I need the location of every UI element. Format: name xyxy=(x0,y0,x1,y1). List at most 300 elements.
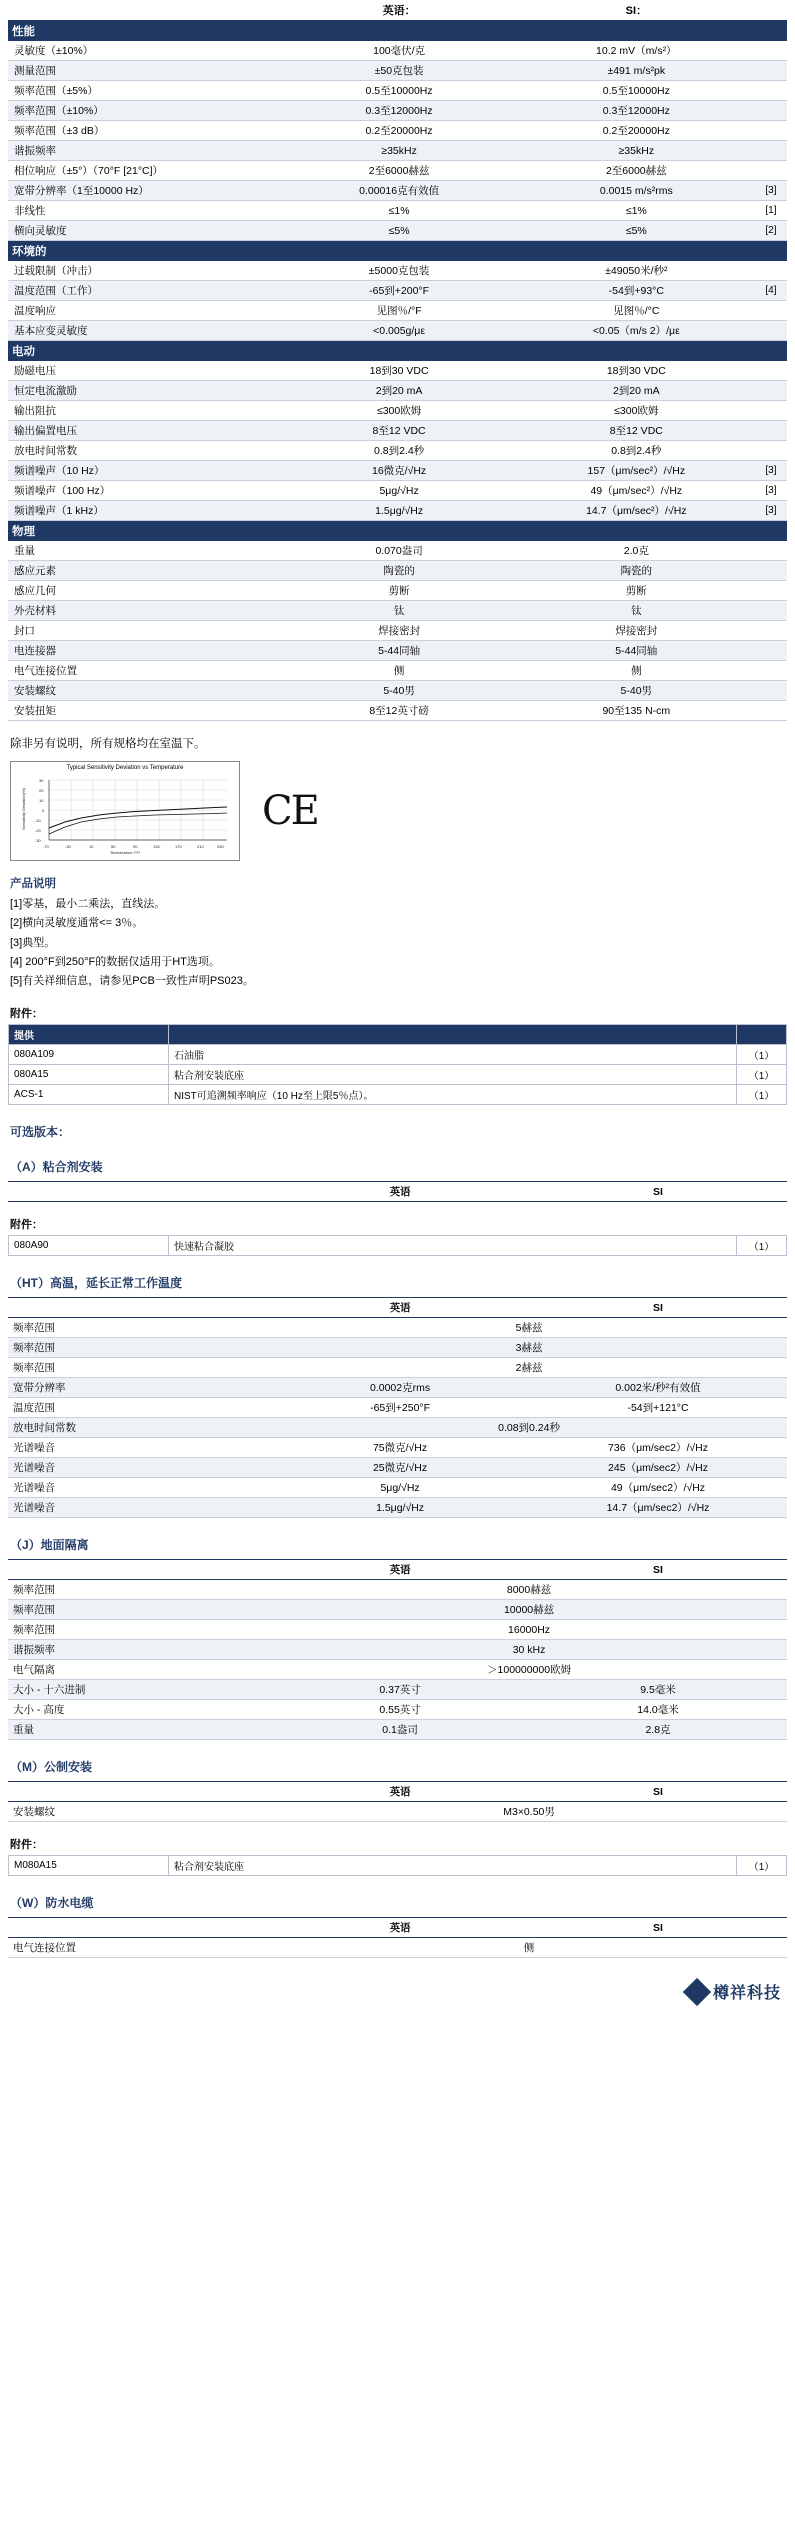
spec-row-note xyxy=(755,581,787,601)
accessory-description: 石油脂 xyxy=(169,1045,737,1065)
option-title: （J）地面隔离 xyxy=(10,1538,89,1553)
option-row-label: 电气隔离 xyxy=(8,1660,271,1680)
ce-mark: CE xyxy=(262,788,318,834)
product-notes-list xyxy=(10,895,787,991)
spec-row-value-english: 5-40男 xyxy=(280,681,517,701)
svg-text:-30: -30 xyxy=(35,838,41,843)
option-row-value-english: 0.37英寸 xyxy=(271,1680,529,1700)
spec-row-value-si: 10.2 mV（m/s²） xyxy=(518,41,755,61)
spec-row-value-english: 0.5至10000Hz xyxy=(280,81,517,101)
spec-header-row xyxy=(8,0,787,21)
spec-row-value-english: 陶瓷的 xyxy=(280,561,517,581)
option-spec-row xyxy=(8,1358,787,1378)
option-header-cell-0 xyxy=(8,1560,271,1580)
product-note-item: [3]典型。 xyxy=(10,936,56,949)
spec-row-label: 非线性 xyxy=(8,201,280,221)
spec-section-header xyxy=(8,521,787,542)
option-row-value-si: 9.5毫米 xyxy=(529,1680,787,1700)
accessories-header-desc xyxy=(169,1025,737,1045)
option-row-value-english: 75微克/√Hz xyxy=(271,1438,529,1458)
option-accessory-description: 快速粘合凝胶 xyxy=(169,1236,737,1256)
spec-row-value-si: 0.5至10000Hz xyxy=(518,81,755,101)
option-row-label: 放电时间常数 xyxy=(8,1418,271,1438)
spec-row xyxy=(8,621,787,641)
spec-row-label: 外壳材料 xyxy=(8,601,280,621)
spec-row-value-english: ±50克包装 xyxy=(280,61,517,81)
spec-row-note xyxy=(755,561,787,581)
option-spec-row xyxy=(8,1418,787,1438)
spec-row-label: 温度响应 xyxy=(8,301,280,321)
option-spec-row xyxy=(8,1620,787,1640)
option-row-label: 宽带分辨率 xyxy=(8,1378,271,1398)
spec-row-label: 频率范围（±10%） xyxy=(8,101,280,121)
spec-row xyxy=(8,81,787,101)
svg-text:90: 90 xyxy=(133,844,138,849)
spec-row-note xyxy=(755,541,787,561)
option-spec-row xyxy=(8,1498,787,1518)
spec-row-label: 封口 xyxy=(8,621,280,641)
option-header-cell-2: SI xyxy=(529,1560,787,1580)
option-row-label: 安装螺纹 xyxy=(8,1802,271,1822)
option-spec-row xyxy=(8,1458,787,1478)
spec-row-value-english: 1.5μg/√Hz xyxy=(280,501,517,521)
spec-row-note: [3] xyxy=(755,461,787,481)
option-row-value-si: -54到+121°C xyxy=(529,1398,787,1418)
spec-row xyxy=(8,121,787,141)
spec-row-note xyxy=(755,441,787,461)
spec-row-note xyxy=(755,421,787,441)
accessories-header-row xyxy=(9,1025,787,1045)
option-row-value: 8000赫兹 xyxy=(271,1580,787,1600)
option-header-cell-0 xyxy=(8,1182,271,1202)
option-row-value-si: 14.0毫米 xyxy=(529,1700,787,1720)
option-spec-row xyxy=(8,1478,787,1498)
option-spec-row xyxy=(8,1378,787,1398)
spec-row xyxy=(8,361,787,381)
spec-row xyxy=(8,101,787,121)
spec-row-note xyxy=(755,81,787,101)
spec-row-value-english: ≤1% xyxy=(280,201,517,221)
spec-row-label: 横向灵敏度 xyxy=(8,221,280,241)
option-header-cell-2: SI xyxy=(529,1918,787,1938)
spec-row-value-si: 2到20 mA xyxy=(518,381,755,401)
spec-row-note xyxy=(755,401,787,421)
spec-row-note xyxy=(755,381,787,401)
option-title: （HT）高温，延长正常工作温度 xyxy=(10,1276,182,1291)
spec-row-value-si: 5-44同轴 xyxy=(518,641,755,661)
option-spec-row xyxy=(8,1600,787,1620)
spec-row-value-english: 钛 xyxy=(280,601,517,621)
spec-row xyxy=(8,581,787,601)
svg-text:-30: -30 xyxy=(65,844,71,849)
option-accessory-row xyxy=(9,1236,787,1256)
option-header-cell-1: 英语 xyxy=(271,1298,529,1318)
option-accessory-code: 080A90 xyxy=(9,1236,169,1256)
option-row-label: 电气连接位置 xyxy=(8,1938,271,1958)
option-accessory-code: M080A15 xyxy=(9,1856,169,1876)
spec-row-label: 电连接器 xyxy=(8,641,280,661)
spec-row-value-english: 0.2至20000Hz xyxy=(280,121,517,141)
logo-text: 樽祥科技 xyxy=(712,1985,781,2003)
product-note-item: [2]横向灵敏度通常<= 3％。 xyxy=(10,917,144,930)
option-row-value: ＞100000000欧姆 xyxy=(271,1660,787,1680)
spec-row-value-si: 157（μm/sec²）/√Hz xyxy=(518,461,755,481)
spec-row-value-si: 5-40男 xyxy=(518,681,755,701)
spec-row-label: 电气连接位置 xyxy=(8,661,280,681)
option-row-label: 重量 xyxy=(8,1720,271,1740)
spec-row-note xyxy=(755,661,787,681)
spec-row-label: 输出阻抗 xyxy=(8,401,280,421)
spec-row-value-si: 8至12 VDC xyxy=(518,421,755,441)
spec-row-note: [4] xyxy=(755,281,787,301)
option-spec-row xyxy=(8,1680,787,1700)
spec-row-label: 感应几何 xyxy=(8,581,280,601)
spec-section-title: 性能 xyxy=(8,21,787,42)
option-row-label: 光谱噪音 xyxy=(8,1498,271,1518)
spec-row-note: [2] xyxy=(755,221,787,241)
option-accessory-quantity: （1） xyxy=(737,1236,787,1256)
spec-row-value-english: ≤300欧姆 xyxy=(280,401,517,421)
option-row-label: 温度范围 xyxy=(8,1398,271,1418)
svg-text:10: 10 xyxy=(39,798,44,803)
logo-icon xyxy=(683,1978,711,2006)
option-row-value-si: 0.002米/秒²有效值 xyxy=(529,1378,787,1398)
option-header-cell-0 xyxy=(8,1298,271,1318)
option-row-label: 频率范围 xyxy=(8,1318,271,1338)
accessory-code: ACS-1 xyxy=(9,1085,169,1105)
option-row-value: 30 kHz xyxy=(271,1640,787,1660)
option-accessories-title: 附件： xyxy=(10,1839,43,1852)
spec-row-value-english: -65到+200°F xyxy=(280,281,517,301)
spec-row-note xyxy=(755,621,787,641)
spec-row-note: [3] xyxy=(755,481,787,501)
product-notes-title: 产品说明 xyxy=(10,878,56,890)
spec-row xyxy=(8,261,787,281)
product-note-item: [4] 200°F到250°F的数据仅适用于HT选项。 xyxy=(10,955,220,968)
option-header-row xyxy=(8,1560,787,1580)
option-spec-table xyxy=(8,1917,787,1958)
spec-row-value-english: 剪断 xyxy=(280,581,517,601)
option-row-value: 0.08到0.24秒 xyxy=(271,1418,787,1438)
spec-row xyxy=(8,441,787,461)
option-title: （A）粘合剂安装 xyxy=(10,1160,103,1175)
spec-row-label: 温度范围（工作） xyxy=(8,281,280,301)
spec-row-value-english: 2至6000赫兹 xyxy=(280,161,517,181)
svg-text:-10: -10 xyxy=(35,818,41,823)
product-note-item: [5]有关祥细信息，请参见PCB一致性声明PS023。 xyxy=(10,975,254,987)
spec-row-value-si: 见图％/°C xyxy=(518,301,755,321)
spec-row xyxy=(8,421,787,441)
chart-svg xyxy=(15,772,235,854)
spec-row-label: 测量范围 xyxy=(8,61,280,81)
option-row-label: 光谱噪音 xyxy=(8,1478,271,1498)
spec-row-note xyxy=(755,641,787,661)
option-row-value-si: 14.7（μm/sec2）/√Hz xyxy=(529,1498,787,1518)
option-row-label: 光谱噪音 xyxy=(8,1438,271,1458)
option-header-row xyxy=(8,1298,787,1318)
spec-row-label: 重量 xyxy=(8,541,280,561)
spec-row-label: 感应元素 xyxy=(8,561,280,581)
option-header-row xyxy=(8,1182,787,1202)
option-header-cell-1: 英语 xyxy=(271,1918,529,1938)
option-spec-row xyxy=(8,1318,787,1338)
option-row-value-english: -65到+250°F xyxy=(271,1398,529,1418)
spec-row-label: 宽带分辨率（1至10000 Hz） xyxy=(8,181,280,201)
optional-versions-container xyxy=(8,1158,787,1958)
spec-row-note xyxy=(755,361,787,381)
spec-row-note: [3] xyxy=(755,181,787,201)
spec-row-value-english: 见图％/°F xyxy=(280,301,517,321)
chart-title: Typical Sensitivity Deviation vs Temperature xyxy=(66,765,184,771)
option-spec-table xyxy=(8,1781,787,1822)
spec-row-note xyxy=(755,701,787,721)
spec-row-label: 安装扭矩 xyxy=(8,701,280,721)
spec-row-value-english: 0.070盎司 xyxy=(280,541,517,561)
option-row-value: 16000Hz xyxy=(271,1620,787,1640)
svg-text:130: 130 xyxy=(153,844,160,849)
spec-row-value-english: 18到30 VDC xyxy=(280,361,517,381)
option-row-value-english: 5μg/√Hz xyxy=(271,1478,529,1498)
spec-section-title: 环境的 xyxy=(8,241,787,262)
option-spec-row xyxy=(8,1720,787,1740)
chart-area xyxy=(10,761,787,861)
spec-row-value-si: 侧 xyxy=(518,661,755,681)
spec-row xyxy=(8,161,787,181)
spec-row-value-si: 剪断 xyxy=(518,581,755,601)
option-row-value: M3×0.50男 xyxy=(271,1802,787,1822)
accessory-quantity: （1） xyxy=(737,1045,787,1065)
option-row-value-english: 0.55英寸 xyxy=(271,1700,529,1720)
option-header-cell-2: SI xyxy=(529,1782,787,1802)
spec-row-value-english: ±5000克包装 xyxy=(280,261,517,281)
spec-row-value-si: 陶瓷的 xyxy=(518,561,755,581)
spec-row-value-english: ≤5% xyxy=(280,221,517,241)
option-row-label: 频率范围 xyxy=(8,1600,271,1620)
spec-row-note xyxy=(755,161,787,181)
accessory-code: 080A15 xyxy=(9,1065,169,1085)
spec-row-value-si: 0.8到2.4秒 xyxy=(518,441,755,461)
spec-row-value-si: 0.0015 m/s²rms xyxy=(518,181,755,201)
spec-row-value-si: 18到30 VDC xyxy=(518,361,755,381)
accessory-row xyxy=(9,1065,787,1085)
spec-row-note xyxy=(755,261,787,281)
spec-row-label: 频谱噪声（10 Hz） xyxy=(8,461,280,481)
spec-row-value-english: 5μg/√Hz xyxy=(280,481,517,501)
spec-row xyxy=(8,201,787,221)
option-spec-table xyxy=(8,1559,787,1740)
spec-section-title: 电动 xyxy=(8,341,787,362)
spec-row xyxy=(8,541,787,561)
spec-row-note xyxy=(755,681,787,701)
option-header-cell-0 xyxy=(8,1782,271,1802)
option-row-value: 2赫兹 xyxy=(271,1358,787,1378)
option-header-cell-1: 英语 xyxy=(271,1182,529,1202)
spec-row-label: 恒定电流激励 xyxy=(8,381,280,401)
option-header-cell-2: SI xyxy=(529,1182,787,1202)
spec-row-value-si: 14.7（μm/sec²）/√Hz xyxy=(518,501,755,521)
spec-row xyxy=(8,501,787,521)
option-header-cell-2: SI xyxy=(529,1298,787,1318)
svg-text:10: 10 xyxy=(89,844,94,849)
spec-row xyxy=(8,661,787,681)
accessory-code: 080A109 xyxy=(9,1045,169,1065)
option-header-row xyxy=(8,1782,787,1802)
spec-row-value-si: 2.0克 xyxy=(518,541,755,561)
product-note-item: [1]零基，最小二乘法，直线法。 xyxy=(10,898,166,910)
spec-row-value-si: ≤1% xyxy=(518,201,755,221)
spec-row-value-si: 0.3至12000Hz xyxy=(518,101,755,121)
svg-text:170: 170 xyxy=(175,844,182,849)
svg-text:0: 0 xyxy=(42,808,45,813)
option-accessories-table xyxy=(8,1235,787,1256)
spec-row-value-english: 0.00016克有效值 xyxy=(280,181,517,201)
footer xyxy=(8,1980,781,2003)
accessories-header-label: 提供 xyxy=(9,1025,169,1045)
spec-row-value-english: 16微克/√Hz xyxy=(280,461,517,481)
spec-row xyxy=(8,141,787,161)
option-spec-row xyxy=(8,1700,787,1720)
option-row-value-english: 25微克/√Hz xyxy=(271,1458,529,1478)
spec-row-value-si: ±49050米/秒² xyxy=(518,261,755,281)
spec-row-value-si: 0.2至20000Hz xyxy=(518,121,755,141)
spec-row-label: 频率范围（±5%） xyxy=(8,81,280,101)
option-accessories-table xyxy=(8,1855,787,1876)
option-spec-row xyxy=(8,1938,787,1958)
option-row-label: 光谱噪音 xyxy=(8,1458,271,1478)
svg-text:-20: -20 xyxy=(35,828,41,833)
room-temp-note: 除非另有说明，所有规格均在室温下。 xyxy=(10,738,206,750)
spec-row-label: 频率范围（±3 dB） xyxy=(8,121,280,141)
option-spec-row xyxy=(8,1802,787,1822)
svg-text:-70: -70 xyxy=(43,844,49,849)
spec-row-value-si: ≤300欧姆 xyxy=(518,401,755,421)
spec-row xyxy=(8,461,787,481)
spec-row-value-si: -54到+93°C xyxy=(518,281,755,301)
spec-row-note xyxy=(755,61,787,81)
spec-row-label: 放电时间常数 xyxy=(8,441,280,461)
option-row-label: 大小 - 十六进制 xyxy=(8,1680,271,1700)
spec-row-label: 过载限制（冲击） xyxy=(8,261,280,281)
spec-row-label: 安装螺纹 xyxy=(8,681,280,701)
spec-row xyxy=(8,61,787,81)
accessories-table xyxy=(8,1024,787,1105)
spec-row-note xyxy=(755,141,787,161)
spec-row-label: 灵敏度（±10%） xyxy=(8,41,280,61)
spec-row-value-si: 90至135 N-cm xyxy=(518,701,755,721)
spec-row xyxy=(8,381,787,401)
option-row-label: 频率范围 xyxy=(8,1338,271,1358)
option-header-cell-1: 英语 xyxy=(271,1782,529,1802)
spec-row-value-si: ±491 m/s²pk xyxy=(518,61,755,81)
svg-text:Temperature (°F): Temperature (°F) xyxy=(110,850,141,854)
option-accessories-title: 附件： xyxy=(10,1219,43,1232)
spec-row-value-si: <0.05（m/s 2）/με xyxy=(518,321,755,341)
svg-text:250: 250 xyxy=(217,844,224,849)
sensitivity-vs-temperature-chart xyxy=(10,761,240,861)
accessory-description: NIST可追溯频率响应（10 Hz至上限5％点）。 xyxy=(169,1085,737,1105)
main-spec-table xyxy=(8,0,787,721)
option-row-value-si: 736（μm/sec2）/√Hz xyxy=(529,1438,787,1458)
option-title: （M）公制安装 xyxy=(10,1760,92,1775)
spec-row-note xyxy=(755,101,787,121)
option-row-value-si: 49（μm/sec2）/√Hz xyxy=(529,1478,787,1498)
spec-row xyxy=(8,181,787,201)
spec-row xyxy=(8,701,787,721)
spec-row-value-si: 2至6000赫兹 xyxy=(518,161,755,181)
accessories-header-qty xyxy=(737,1025,787,1045)
spec-row-value-si: ≤5% xyxy=(518,221,755,241)
spec-row-label: 谐振频率 xyxy=(8,141,280,161)
spec-row-note xyxy=(755,321,787,341)
option-row-value-english: 1.5μg/√Hz xyxy=(271,1498,529,1518)
spec-row xyxy=(8,41,787,61)
spec-row-label: 频谱噪声（1 kHz） xyxy=(8,501,280,521)
option-header-cell-1: 英语 xyxy=(271,1560,529,1580)
svg-text:Sensitivity Deviation(%): Sensitivity Deviation(%) xyxy=(21,787,26,830)
option-header-cell-0 xyxy=(8,1918,271,1938)
spec-row-note xyxy=(755,121,787,141)
option-spec-row xyxy=(8,1398,787,1418)
spec-row-value-english: 100毫伏/克 xyxy=(280,41,517,61)
optional-versions-title: 可选版本： xyxy=(10,1125,71,1140)
spec-header-cell-0 xyxy=(8,0,280,21)
spec-header-cell-3 xyxy=(755,0,787,21)
option-row-label: 频率范围 xyxy=(8,1358,271,1378)
spec-row-note: [3] xyxy=(755,501,787,521)
spec-section-header xyxy=(8,21,787,42)
spec-row-value-english: 0.8到2.4秒 xyxy=(280,441,517,461)
spec-row-value-si: ≥35kHz xyxy=(518,141,755,161)
spec-row-value-english: 8至12 VDC xyxy=(280,421,517,441)
spec-row-note xyxy=(755,41,787,61)
spec-row-value-english: 焊接密封 xyxy=(280,621,517,641)
option-row-value-si: 2.8克 xyxy=(529,1720,787,1740)
svg-text:20: 20 xyxy=(39,788,44,793)
option-spec-table xyxy=(8,1181,787,1202)
option-spec-row xyxy=(8,1580,787,1600)
spec-row xyxy=(8,681,787,701)
option-accessory-description: 粘合剂安装底座 xyxy=(169,1856,737,1876)
spec-row xyxy=(8,561,787,581)
spec-section-header xyxy=(8,241,787,262)
spec-row xyxy=(8,601,787,621)
spec-row-value-english: <0.005g/με xyxy=(280,321,517,341)
spec-row xyxy=(8,301,787,321)
spec-row xyxy=(8,641,787,661)
spec-row-value-english: ≥35kHz xyxy=(280,141,517,161)
option-header-row xyxy=(8,1918,787,1938)
option-row-value: 10000赫兹 xyxy=(271,1600,787,1620)
svg-text:30: 30 xyxy=(39,778,44,783)
option-title: （W）防水电缆 xyxy=(10,1896,94,1911)
option-spec-row xyxy=(8,1640,787,1660)
option-accessory-row xyxy=(9,1856,787,1876)
accessory-row xyxy=(9,1085,787,1105)
spec-row xyxy=(8,401,787,421)
spec-header-cell-2: SI： xyxy=(518,0,755,21)
accessory-row xyxy=(9,1045,787,1065)
spec-row-value-english: 0.3至12000Hz xyxy=(280,101,517,121)
option-row-label: 频率范围 xyxy=(8,1620,271,1640)
option-row-value-english: 0.0002克rms xyxy=(271,1378,529,1398)
option-row-label: 谐振频率 xyxy=(8,1640,271,1660)
spec-row-value-si: 钛 xyxy=(518,601,755,621)
option-spec-row xyxy=(8,1438,787,1458)
option-row-label: 频率范围 xyxy=(8,1580,271,1600)
spec-row xyxy=(8,281,787,301)
accessories-title: 附件： xyxy=(10,1008,43,1021)
spec-row-label: 频谱噪声（100 Hz） xyxy=(8,481,280,501)
